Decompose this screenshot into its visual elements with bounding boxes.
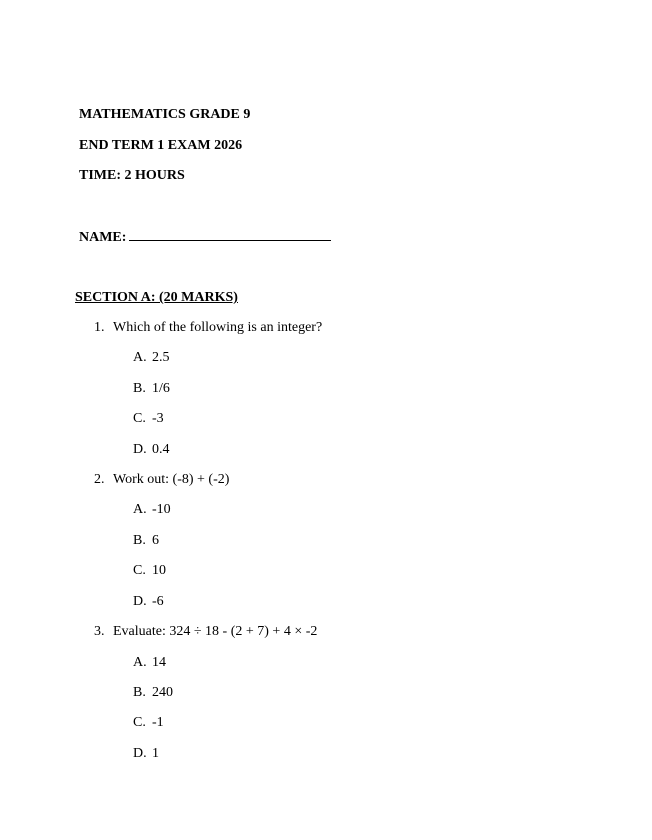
option-letter: B. [133, 533, 146, 548]
question-1-option-a [133, 349, 170, 367]
option-text: 1/6 [152, 381, 170, 396]
option-text: 240 [152, 685, 173, 700]
question-number: 1. [94, 320, 105, 335]
option-letter: A. [133, 655, 147, 670]
name-label: NAME: [79, 230, 127, 245]
question-1-option-d [133, 441, 170, 459]
subject-heading: MATHEMATICS GRADE 9 [79, 107, 251, 122]
question-3-option-b [133, 684, 173, 702]
option-text: 2.5 [152, 350, 170, 365]
question-1-option-c [133, 410, 164, 428]
name-blank-line[interactable] [129, 228, 331, 241]
question-1 [94, 319, 322, 337]
question-2 [94, 471, 229, 489]
option-text: 6 [152, 533, 159, 548]
option-letter: D. [133, 442, 147, 457]
option-text: 14 [152, 655, 166, 670]
question-3-option-d [133, 745, 159, 763]
option-text: 1 [152, 746, 159, 761]
question-3 [94, 623, 317, 641]
question-2-option-a [133, 501, 171, 519]
question-3-option-c [133, 714, 164, 732]
option-letter: B. [133, 381, 146, 396]
section-a-title: SECTION A: (20 MARKS) [75, 290, 238, 305]
question-1-option-b [133, 380, 170, 398]
question-text: Which of the following is an integer? [113, 320, 323, 335]
option-letter: B. [133, 685, 146, 700]
question-2-option-d [133, 593, 164, 611]
option-text: 10 [152, 563, 166, 578]
question-2-option-b [133, 532, 159, 550]
question-3-option-a [133, 654, 166, 672]
option-text: -6 [152, 594, 164, 609]
option-letter: A. [133, 502, 147, 517]
question-text: Evaluate: 324 ÷ 18 - (2 + 7) + 4 × -2 [113, 624, 318, 639]
option-text: 0.4 [152, 442, 170, 457]
option-letter: A. [133, 350, 147, 365]
time-heading: TIME: 2 HOURS [79, 168, 185, 183]
option-text: -10 [152, 502, 171, 517]
option-letter: C. [133, 411, 146, 426]
option-letter: D. [133, 594, 147, 609]
option-letter: C. [133, 715, 146, 730]
question-text: Work out: (-8) + (-2) [113, 472, 230, 487]
question-2-option-c [133, 562, 166, 580]
option-letter: D. [133, 746, 147, 761]
question-number: 3. [94, 624, 105, 639]
option-text: -3 [152, 411, 164, 426]
question-number: 2. [94, 472, 105, 487]
option-text: -1 [152, 715, 164, 730]
exam-heading: END TERM 1 EXAM 2026 [79, 138, 243, 153]
name-field[interactable] [79, 228, 331, 247]
option-letter: C. [133, 563, 146, 578]
